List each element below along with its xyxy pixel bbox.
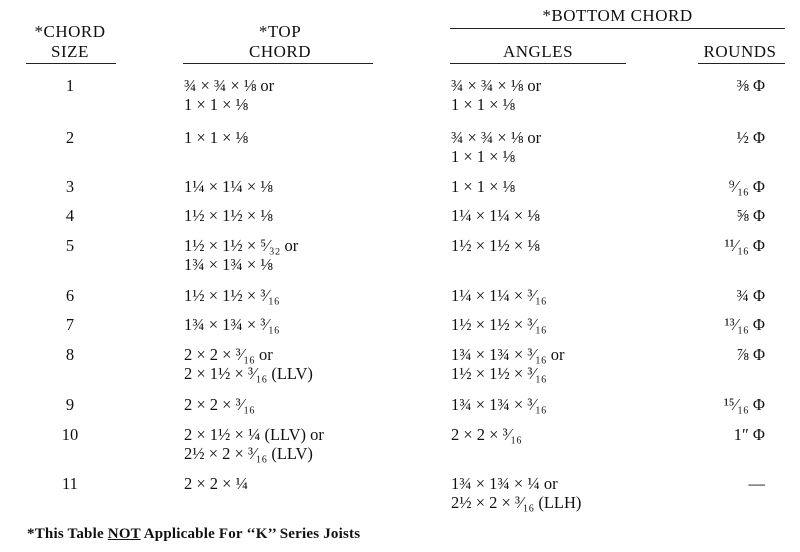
angles-line: 1 × 1 × ⅛ bbox=[451, 177, 515, 196]
footnote-before: *This Table bbox=[27, 526, 108, 542]
header-rounds-rule bbox=[698, 63, 785, 64]
bottom-chord-angles-cell bbox=[451, 76, 541, 114]
top-chord-line: 1¼ × 1¼ × ⅛ bbox=[184, 177, 273, 196]
top-chord-cell bbox=[184, 206, 273, 225]
chord-size-cell: 1 bbox=[65, 76, 75, 95]
top-chord-line: 1 × 1 × ⅛ bbox=[184, 95, 248, 114]
bottom-chord-rounds-cell: ¹¹⁄₁₆ Φ bbox=[724, 236, 765, 255]
bottom-chord-angles-cell bbox=[451, 315, 547, 334]
header-chord-size-rule bbox=[26, 63, 116, 64]
angles-line: 1 × 1 × ⅛ bbox=[451, 95, 515, 114]
top-chord-line: 1¾ × 1¾ × ⅛ bbox=[184, 255, 273, 274]
bottom-chord-angles-cell bbox=[451, 395, 547, 414]
angles-line: 1½ × 1½ × ⅛ bbox=[451, 236, 540, 255]
chord-size-cell: 3 bbox=[65, 177, 75, 196]
header-angles: ANGLES bbox=[502, 42, 574, 61]
top-chord-cell bbox=[184, 286, 280, 305]
top-chord-line: 1 × 1 × ⅛ bbox=[184, 128, 248, 147]
bottom-chord-rounds-cell: ¹⁵⁄₁₆ Φ bbox=[723, 395, 765, 414]
angles-line: ¾ × ¾ × ⅛ or bbox=[451, 128, 542, 147]
angles-line: 2½ × 2 × ³⁄₁₆ (LLH) bbox=[451, 493, 582, 512]
bottom-chord-rounds-cell: ⅞ Φ bbox=[736, 345, 765, 364]
top-chord-cell bbox=[184, 177, 273, 196]
angles-line: 1½ × 1½ × ³⁄₁₆ bbox=[451, 315, 547, 334]
header-top-chord-line2: CHORD bbox=[248, 42, 311, 61]
angles-line: 1 × 1 × ⅛ bbox=[451, 147, 515, 166]
top-chord-line: 2 × 2 × ³⁄₁₆ or bbox=[184, 345, 273, 364]
chord-size-cell: 7 bbox=[65, 315, 75, 334]
top-chord-cell bbox=[184, 236, 298, 274]
footnote-after: Applicable For ‘‘K’’ Series Joists bbox=[140, 526, 361, 542]
angles-line: 1¾ × 1¾ × ³⁄₁₆ or bbox=[451, 345, 565, 364]
bottom-chord-angles-cell bbox=[451, 474, 581, 512]
chord-size-cell: 4 bbox=[65, 206, 75, 225]
top-chord-cell bbox=[184, 425, 324, 463]
header-top-chord-rule bbox=[183, 63, 373, 64]
chord-size-cell: 9 bbox=[65, 395, 75, 414]
top-chord-cell bbox=[184, 474, 248, 493]
bottom-chord-rounds-cell: — bbox=[748, 474, 765, 493]
header-bottom-chord-rule bbox=[450, 28, 785, 29]
top-chord-line: 1½ × 1½ × ⅛ bbox=[184, 206, 273, 225]
top-chord-cell bbox=[184, 128, 248, 147]
chord-size-cell: 5 bbox=[65, 236, 75, 255]
chord-size-cell: 10 bbox=[61, 425, 79, 444]
top-chord-line: 1½ × 1½ × ³⁄₁₆ bbox=[184, 286, 280, 305]
footnote bbox=[27, 526, 360, 543]
top-chord-line: 2 × 2 × ³⁄₁₆ bbox=[184, 395, 255, 414]
header-top-chord-line1: *TOP bbox=[258, 22, 302, 41]
top-chord-line: 2 × 2 × ¼ bbox=[184, 474, 248, 493]
bottom-chord-rounds-cell: ⅜ Φ bbox=[736, 76, 765, 95]
angles-line: 1¼ × 1¼ × ³⁄₁₆ bbox=[451, 286, 547, 305]
header-chord-size bbox=[20, 22, 120, 62]
bottom-chord-angles-cell bbox=[451, 236, 540, 255]
top-chord-cell bbox=[184, 345, 313, 383]
bottom-chord-rounds-cell: 1″ Φ bbox=[733, 425, 765, 444]
header-chord-size-line2: SIZE bbox=[51, 42, 89, 61]
bottom-chord-angles-cell bbox=[451, 177, 515, 196]
chord-size-cell: 6 bbox=[65, 286, 75, 305]
bottom-chord-rounds-cell: ⅝ Φ bbox=[736, 206, 765, 225]
angles-line: 1¼ × 1¼ × ⅛ bbox=[451, 206, 540, 225]
bottom-chord-rounds-cell: ¾ Φ bbox=[736, 286, 765, 305]
angles-line: ¾ × ¾ × ⅛ or bbox=[451, 76, 542, 95]
header-angles-rule bbox=[450, 63, 626, 64]
chord-size-cell: 2 bbox=[65, 128, 75, 147]
angles-line: 1¾ × 1¾ × ³⁄₁₆ bbox=[451, 395, 547, 414]
bottom-chord-angles-cell bbox=[451, 345, 564, 383]
chord-size-cell: 8 bbox=[65, 345, 75, 364]
angles-line: 2 × 2 × ³⁄₁₆ bbox=[451, 425, 522, 444]
bottom-chord-rounds-cell: ¹³⁄₁₆ Φ bbox=[724, 315, 765, 334]
angles-line: 1½ × 1½ × ³⁄₁₆ bbox=[451, 364, 547, 383]
top-chord-line: 2 × 1½ × ¼ (LLV) or bbox=[184, 425, 324, 444]
bottom-chord-rounds-cell: ⁹⁄₁₆ Φ bbox=[728, 177, 765, 196]
top-chord-line: 2½ × 2 × ³⁄₁₆ (LLV) bbox=[184, 444, 313, 463]
chord-size-cell: 11 bbox=[62, 474, 78, 493]
top-chord-line: 2 × 1½ × ³⁄₁₆ (LLV) bbox=[184, 364, 313, 383]
header-bottom-chord: *BOTTOM CHORD bbox=[542, 6, 693, 25]
bottom-chord-angles-cell bbox=[451, 425, 522, 444]
top-chord-cell bbox=[184, 395, 255, 414]
bottom-chord-angles-cell bbox=[451, 206, 540, 225]
header-top-chord bbox=[185, 22, 375, 62]
top-chord-line: 1¾ × 1¾ × ³⁄₁₆ bbox=[184, 315, 280, 334]
footnote-emphasis: NOT bbox=[107, 526, 141, 542]
top-chord-line: ¾ × ¾ × ⅛ or bbox=[184, 76, 275, 95]
bottom-chord-angles-cell bbox=[451, 128, 541, 166]
angles-line: 1¾ × 1¾ × ¼ or bbox=[451, 474, 558, 493]
top-chord-cell bbox=[184, 315, 280, 334]
header-rounds: ROUNDS bbox=[703, 42, 777, 61]
bottom-chord-rounds-cell: ½ Φ bbox=[736, 128, 765, 147]
header-chord-size-line1: *CHORD bbox=[34, 22, 106, 41]
top-chord-cell bbox=[184, 76, 274, 114]
bottom-chord-angles-cell bbox=[451, 286, 547, 305]
top-chord-line: 1½ × 1½ × ⁵⁄₃₂ or bbox=[184, 236, 299, 255]
